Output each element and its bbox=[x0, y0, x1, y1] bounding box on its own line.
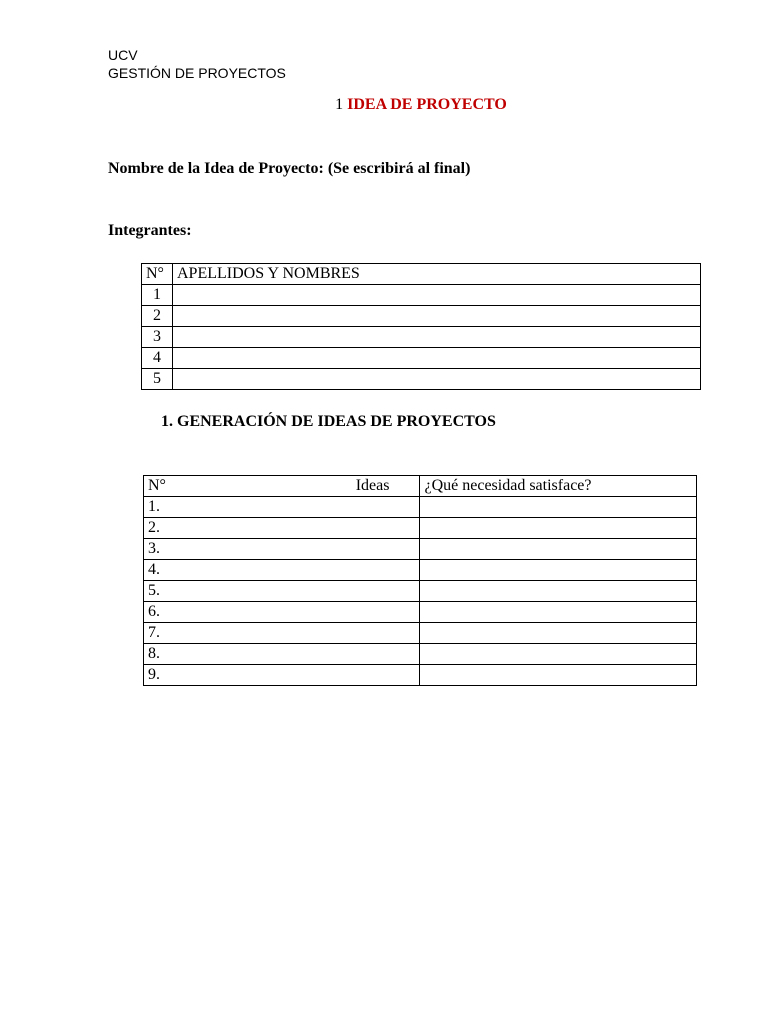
members-table bbox=[141, 263, 701, 390]
row-number: 4 bbox=[142, 348, 173, 369]
need-cell[interactable] bbox=[420, 623, 697, 644]
need-cell[interactable] bbox=[420, 539, 697, 560]
table-row bbox=[144, 665, 697, 686]
column-header-ideas-cell bbox=[144, 476, 420, 497]
need-cell[interactable] bbox=[420, 644, 697, 665]
table-row bbox=[144, 560, 697, 581]
column-header-need: ¿Qué necesidad satisface? bbox=[420, 476, 697, 497]
idea-cell[interactable]: 5. bbox=[144, 581, 420, 602]
member-name-cell[interactable] bbox=[173, 348, 701, 369]
need-cell[interactable] bbox=[420, 518, 697, 539]
project-name-label: Nombre de la Idea de Proyecto: (Se escribirá al final) bbox=[108, 160, 471, 177]
table-row bbox=[144, 644, 697, 665]
table-row bbox=[142, 306, 701, 327]
column-header-number: N° bbox=[142, 264, 173, 285]
column-header-number: N° bbox=[148, 477, 166, 494]
idea-cell[interactable]: 1. bbox=[144, 497, 420, 518]
page-title bbox=[0, 96, 768, 114]
table-row bbox=[142, 327, 701, 348]
row-number: 2 bbox=[142, 306, 173, 327]
members-label: Integrantes: bbox=[108, 222, 192, 239]
idea-cell[interactable]: 3. bbox=[144, 539, 420, 560]
idea-cell[interactable]: 9. bbox=[144, 665, 420, 686]
table-row bbox=[144, 497, 697, 518]
ideas-table bbox=[143, 475, 697, 686]
idea-cell[interactable]: 8. bbox=[144, 644, 420, 665]
idea-cell[interactable]: 6. bbox=[144, 602, 420, 623]
institution-name: UCV bbox=[108, 47, 138, 63]
idea-cell[interactable]: 7. bbox=[144, 623, 420, 644]
title-text: IDEA DE PROYECTO bbox=[347, 96, 507, 113]
idea-cell[interactable]: 4. bbox=[144, 560, 420, 581]
table-row bbox=[144, 581, 697, 602]
table-row bbox=[142, 285, 701, 306]
row-number: 5 bbox=[142, 369, 173, 390]
course-name: GESTIÓN DE PROYECTOS bbox=[108, 65, 286, 81]
need-cell[interactable] bbox=[420, 602, 697, 623]
idea-cell[interactable]: 2. bbox=[144, 518, 420, 539]
table-row bbox=[142, 369, 701, 390]
row-number: 3 bbox=[142, 327, 173, 348]
column-header-ideas: Ideas bbox=[355, 477, 390, 494]
need-cell[interactable] bbox=[420, 497, 697, 518]
member-name-cell[interactable] bbox=[173, 369, 701, 390]
table-row bbox=[144, 518, 697, 539]
row-number: 1 bbox=[142, 285, 173, 306]
table-row bbox=[144, 539, 697, 560]
section-title: 1. GENERACIÓN DE IDEAS DE PROYECTOS bbox=[161, 413, 496, 430]
column-header-names: APELLIDOS Y NOMBRES bbox=[173, 264, 701, 285]
need-cell[interactable] bbox=[420, 665, 697, 686]
table-header-row bbox=[142, 264, 701, 285]
title-number: 1 bbox=[335, 96, 344, 113]
member-name-cell[interactable] bbox=[173, 327, 701, 348]
member-name-cell[interactable] bbox=[173, 285, 701, 306]
table-row bbox=[142, 348, 701, 369]
table-header-row bbox=[144, 476, 697, 497]
table-row bbox=[144, 623, 697, 644]
need-cell[interactable] bbox=[420, 560, 697, 581]
member-name-cell[interactable] bbox=[173, 306, 701, 327]
table-row bbox=[144, 602, 697, 623]
need-cell[interactable] bbox=[420, 581, 697, 602]
